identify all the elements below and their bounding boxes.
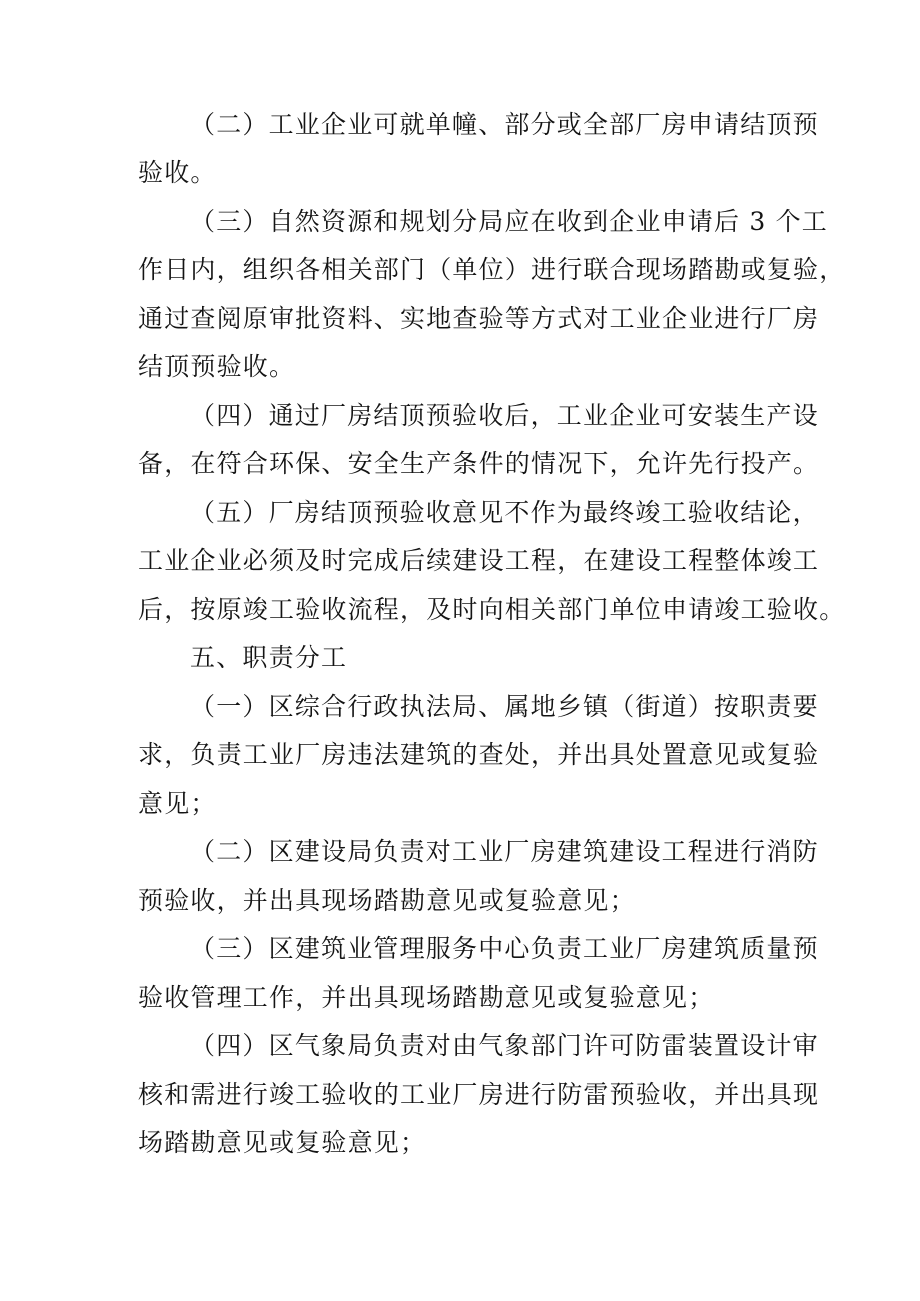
text-line: （三）自然资源和规划分局应在收到企业申请后 3 个工: [190, 207, 829, 236]
text-line: 作日内，组织各相关部门（单位）进行联合现场踏勘或复验，: [138, 255, 846, 284]
text-line: 通过查阅原审批资料、实地查验等方式对工业企业进行厂房: [138, 304, 820, 333]
text-line: 核和需进行竣工验收的工业厂房进行防雷预验收，并出具现: [138, 1080, 820, 1109]
text-line: （三）区建筑业管理服务中心负责工业厂房建筑质量预: [190, 934, 819, 963]
text-line: 验收管理工作，并出具现场踏勘意见或复验意见；: [138, 983, 715, 1012]
text-line: （二）区建设局负责对工业厂房建筑建设工程进行消防: [190, 837, 819, 866]
text-line: 求，负责工业厂房违法建筑的查处，并出具处置意见或复验: [138, 740, 820, 769]
text-line: （四）通过厂房结顶预验收后，工业企业可安装生产设: [190, 401, 819, 430]
text-line: （五）厂房结顶预验收意见不作为最终竣工验收结论，: [190, 498, 819, 527]
text-line: （四）区气象局负责对由气象部门许可防雷装置设计审: [190, 1031, 819, 1060]
text-line: 工业企业必须及时完成后续建设工程，在建设工程整体竣工: [138, 546, 820, 575]
text-line: 意见；: [138, 789, 217, 818]
text-line: 备，在符合环保、安全生产条件的情况下，允许先行投产。: [138, 449, 820, 478]
text-line: （二）工业企业可就单幢、部分或全部厂房申请结顶预: [190, 110, 819, 139]
text-line: 场踏勘意见或复验意见；: [138, 1128, 427, 1157]
text-line: 预验收，并出具现场踏勘意见或复验意见；: [138, 886, 636, 915]
text-line: 结顶预验收。: [138, 352, 296, 381]
text-line: 验收。: [138, 158, 217, 187]
text-line: 后，按原竣工验收流程，及时向相关部门单位申请竣工验收。: [138, 595, 846, 624]
section-heading: 五、职责分工: [190, 643, 348, 672]
text-line: （一）区综合行政执法局、属地乡镇（街道）按职责要: [190, 692, 819, 721]
